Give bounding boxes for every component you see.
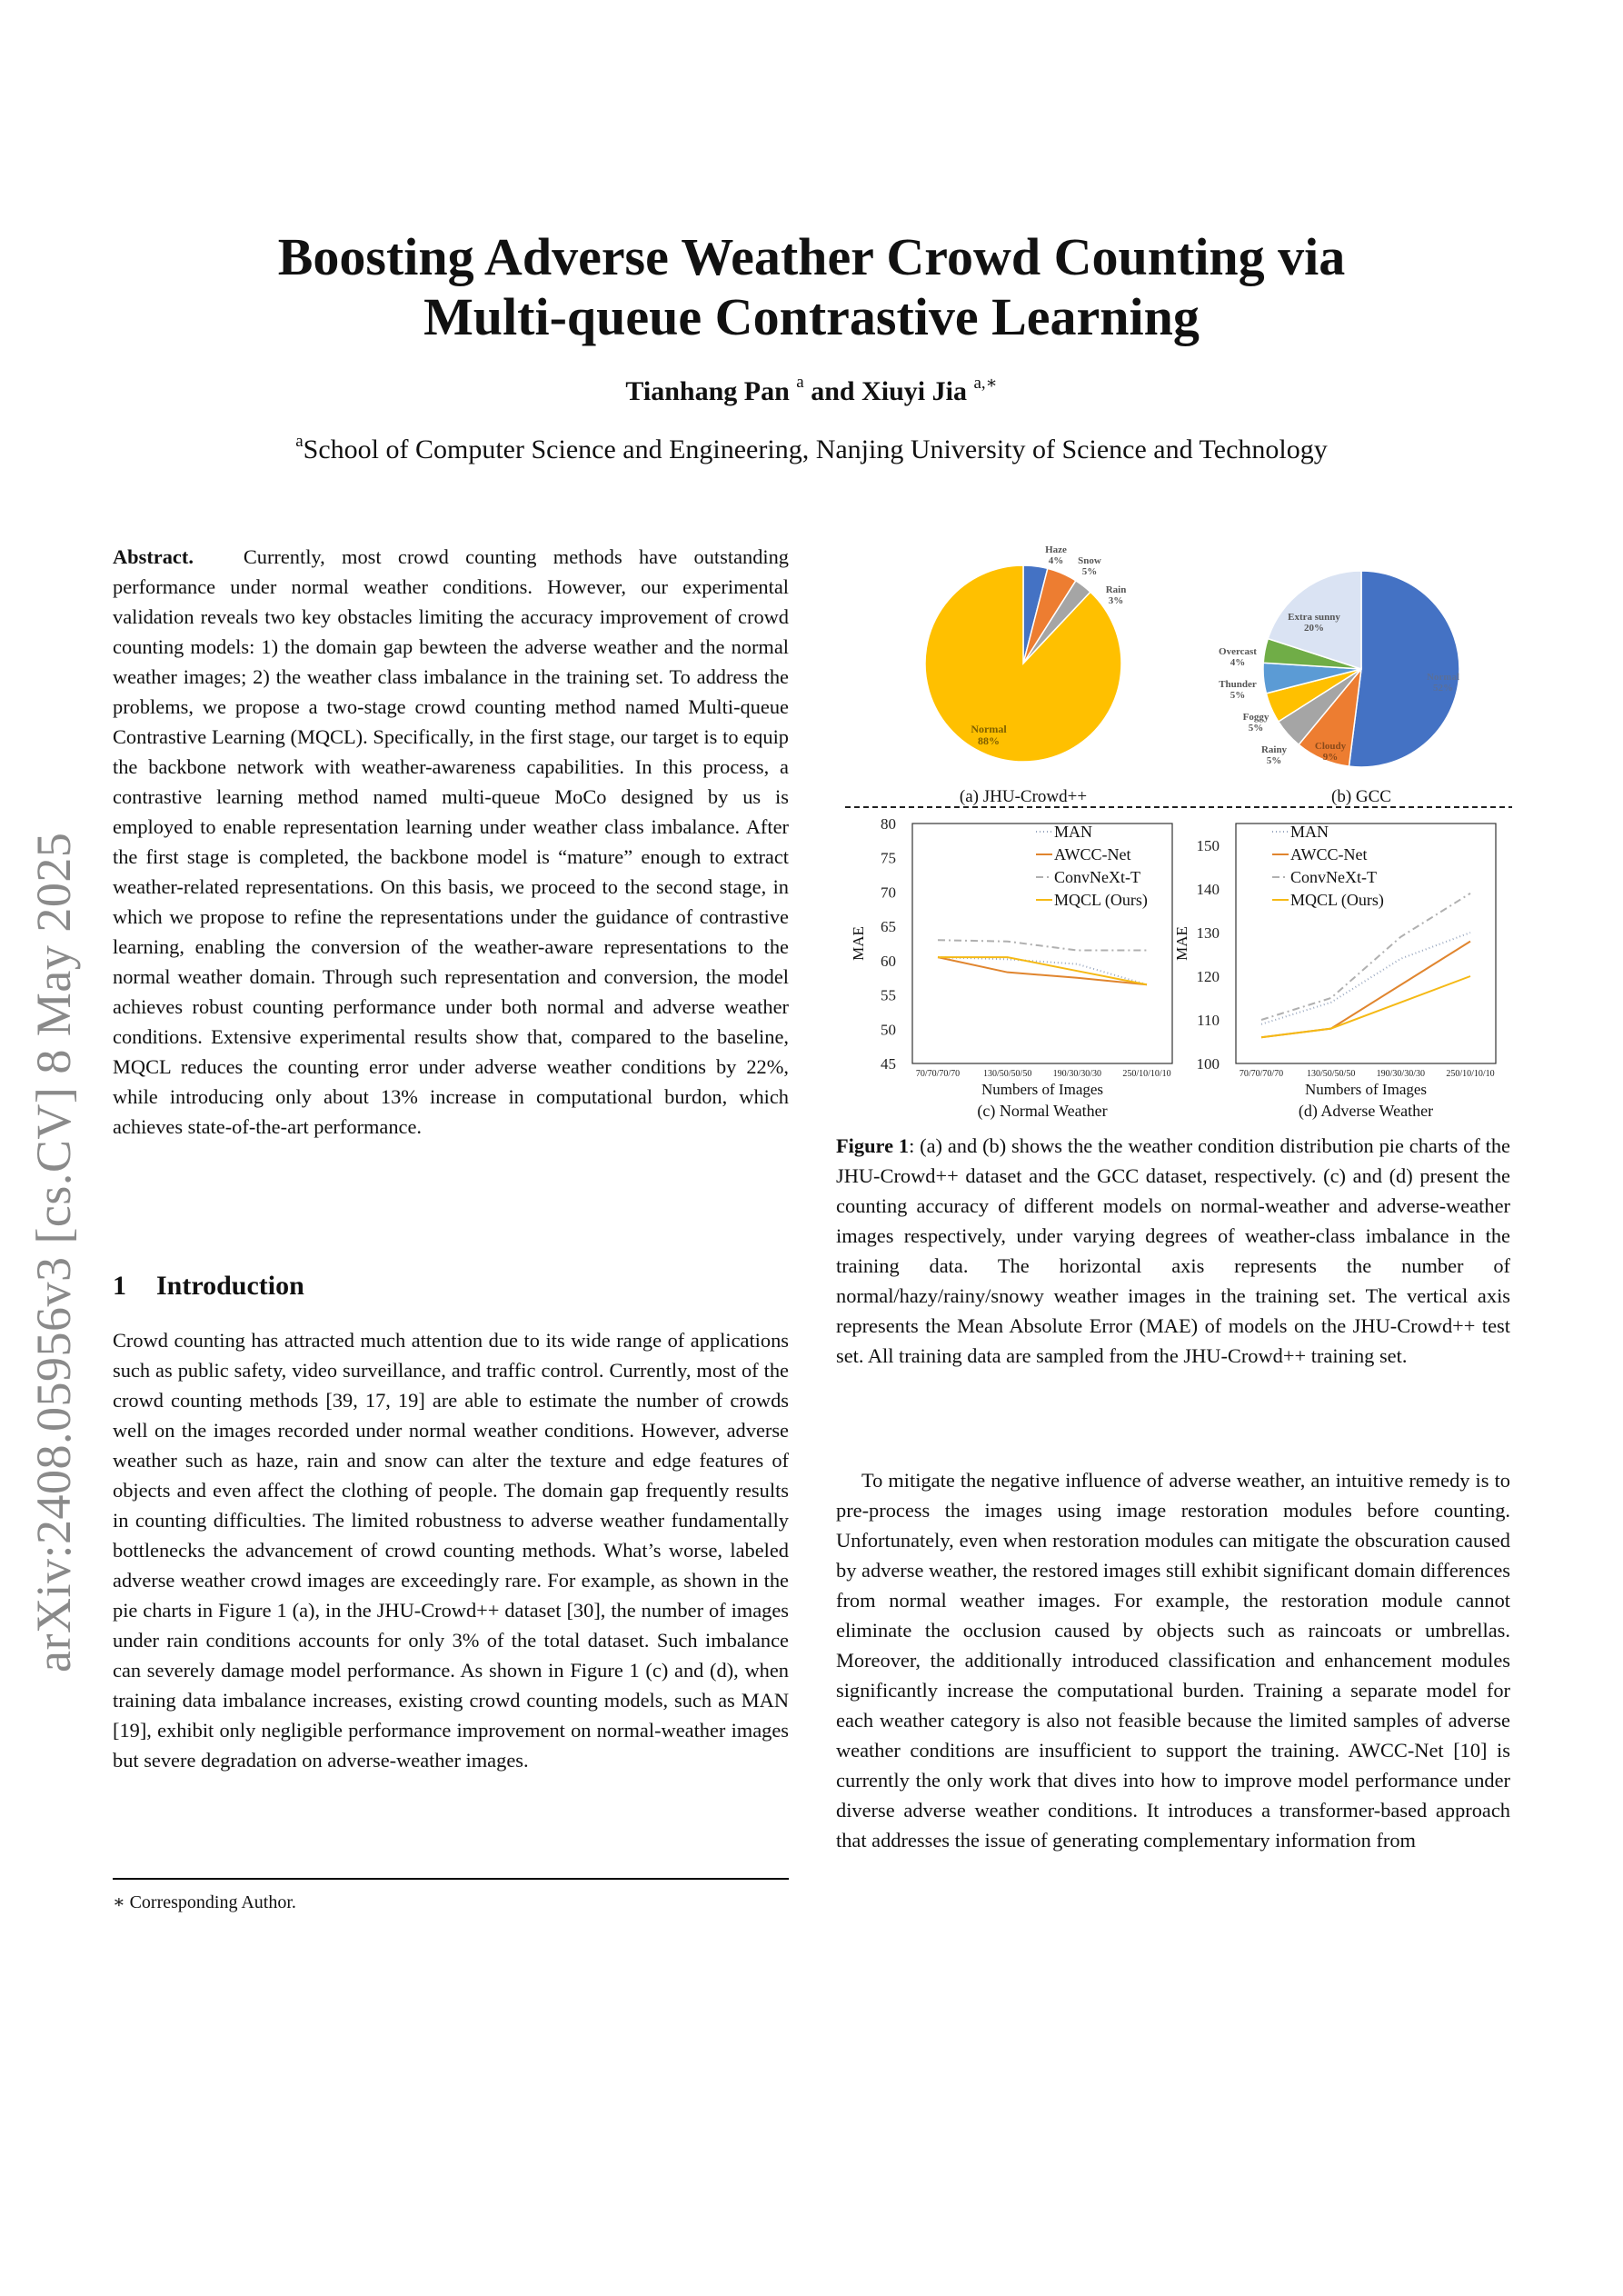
affiliation xyxy=(0,434,1623,465)
legend-entry: MAN xyxy=(1290,823,1329,841)
legend-entry: AWCC-Net xyxy=(1054,845,1131,863)
pie-slice-label: Thunder xyxy=(1219,679,1257,690)
y-tick-label: 55 xyxy=(881,986,896,1004)
pie-slice-value: 3% xyxy=(1108,595,1124,606)
chart-caption: (c) Normal Weather xyxy=(977,1102,1108,1120)
pie-slice-label: Normal xyxy=(1426,672,1460,683)
pie-caption: (a) JHU-Crowd++ xyxy=(959,787,1088,806)
paper-title xyxy=(0,227,1623,347)
section-introduction-heading xyxy=(113,1271,789,1301)
pie-slice-label: Normal xyxy=(971,723,1007,735)
x-axis-label: Numbers of Images xyxy=(981,1081,1104,1098)
abstract xyxy=(113,542,789,1142)
pie-slice-value: 88% xyxy=(978,734,1000,747)
series-line xyxy=(938,957,1147,984)
paragraph-text: To mitigate the negative influence of adverse weather, an intuitive remedy is to pre-process the images using image restoration modules before counting. Unfortunately, even when restoration modules can mitigate the obscuration caused by adverse weather, the restored images still exhibit significant domain differences from normal weather images. For example, the restoration module cannot eliminate the occlusion caused by objects such as raincoats or umbrellas. Moreover, the additionally introduced classification and enhancement modules significantly increase the computational burden. Training a separate model for each weather category is also not feasible because the limited samples of adverse weather conditions are insufficient to support the training. AWCC-Net [10] is currently the only work that dives into how to improve model performance under diverse adverse weather conditions. It introduces a transformer-based approach that addresses the issue of generating complementary information from xyxy=(836,1469,1510,1852)
affiliation-text: School of Computer Science and Engineering, Nanjing University of Science and Technology xyxy=(303,434,1328,464)
paragraph-text: Crowd counting has attracted much attention due to its wide range of applications such as public safety, video surveillance, and traffic control. Currently, most of the crowd counting methods [39, 17, 19] are able to estimate the number of crowds well on the images recorded under normal weather conditions. However, adverse weather such as haze, rain and snow can alter the texture and edge features of objects and even affect the clothing of people. The domain gap frequently results in counting difficulties. The limited robustness to adverse weather fundamentally bottlenecks the advancement of crowd counting methods. What’s worse, labeled adverse weather crowd images are exceedingly rare. For example, as shown in the pie charts in Figure 1 (a), in the JHU-Crowd++ dataset [30], the number of images under rain conditions accounts for only 3% of the total dataset. Such imbalance can severely damage model performance. As shown in Figure 1 (c) and (d), when training data imbalance increases, existing crowd counting models, such as MAN [19], exhibit only negligible performance improvement on normal-weather images but severe degradation on adverse-weather images. xyxy=(113,1329,789,1772)
y-tick-label: 130 xyxy=(1196,924,1220,942)
y-axis-label: MAE xyxy=(1173,926,1190,961)
series-line xyxy=(938,957,1147,984)
x-tick-label: 250/10/10/10 xyxy=(1122,1069,1171,1079)
y-tick-label: 80 xyxy=(881,815,896,833)
pie-slice xyxy=(925,565,1121,762)
legend-entry: MQCL (Ours) xyxy=(1054,891,1148,909)
y-tick-label: 75 xyxy=(881,849,896,867)
section-title: Introduction xyxy=(156,1271,304,1301)
x-tick-label: 190/30/30/30 xyxy=(1052,1069,1102,1079)
footnote-divider xyxy=(113,1878,789,1880)
pie-slice-label: Snow xyxy=(1078,555,1101,566)
pie-slice-label: Overcast xyxy=(1219,646,1257,657)
y-tick-label: 45 xyxy=(881,1055,896,1073)
section-number: 1 xyxy=(113,1271,126,1301)
arxiv-watermark: arXiv:2408.05956v3 [cs.CV] 8 May 2025 xyxy=(26,832,81,1672)
pie-slice-label: Foggy xyxy=(1242,712,1270,723)
author-and: and xyxy=(811,376,855,406)
figure-1-graphic xyxy=(845,542,1512,1123)
x-tick-label: 130/50/50/50 xyxy=(1306,1069,1356,1079)
series-line xyxy=(938,940,1147,950)
pie-slice-value: 5% xyxy=(1230,690,1246,701)
series-line xyxy=(1261,893,1470,1020)
author-name: Tianhang Pan xyxy=(625,376,790,406)
figure-1-caption xyxy=(836,1131,1510,1371)
y-tick-label: 110 xyxy=(1197,1012,1220,1029)
y-tick-label: 60 xyxy=(881,952,896,970)
pie-slice-label: Cloudy xyxy=(1314,741,1347,752)
y-tick-label: 140 xyxy=(1196,881,1220,898)
legend-entry: MAN xyxy=(1054,823,1093,841)
x-tick-label: 190/30/30/30 xyxy=(1376,1069,1426,1079)
pie-slice-value: 5% xyxy=(1266,755,1282,766)
figure-1 xyxy=(845,542,1512,1123)
title-line-1: Boosting Adverse Weather Crowd Counting via xyxy=(277,227,1346,286)
caption-text: : (a) and (b) shows the the weather condition distribution pie charts of the JHU-Crowd++ dataset and the GCC dataset, respectively. (c) and (d) present the counting accuracy of different models on normal-weather and adverse-weather images respectively, under varying degrees of weather-class imbalance in the training data. The horizontal axis represents the number of normal/hazy/rainy/snowy weather images in the training set. The vertical axis represents the Mean Absolute Error (MAE) of models on the JHU-Crowd++ test set. All training data are sampled from the JHU-Crowd++ training set. xyxy=(836,1134,1510,1367)
pie-slice-value: 52% xyxy=(1433,683,1453,694)
y-tick-label: 100 xyxy=(1196,1055,1220,1073)
pie-slice-value: 4% xyxy=(1230,657,1246,668)
x-tick-label: 130/50/50/50 xyxy=(982,1069,1032,1079)
pie-slice-label: Rain xyxy=(1105,584,1127,595)
pie-slice-value: 5% xyxy=(1248,723,1264,734)
pie-slice-value: 4% xyxy=(1048,555,1064,566)
x-tick-label: 70/70/70/70 xyxy=(1239,1069,1284,1079)
author-name: Xiuyi Jia xyxy=(861,376,967,406)
legend-entry: ConvNeXt-T xyxy=(1290,868,1377,886)
pie-slice-value: 9% xyxy=(1322,752,1339,763)
pie-caption: (b) GCC xyxy=(1331,787,1391,806)
pie-slice-label: Haze xyxy=(1045,544,1067,555)
right-column-paragraph xyxy=(836,1465,1510,1855)
series-line xyxy=(1261,942,1470,1038)
author-list xyxy=(0,373,1623,407)
abstract-text: Currently, most crowd counting methods have outstanding performance under normal weather conditions. However, our experimental validation reveals two key obstacles limiting the accuracy improvement of crowd counting models: 1) the domain gap bewteen the adverse weather and the normal weather images; 2) the weather class imbalance in the training set. To address the problems, we propose a two-stage crowd counting method named Multi-queue Contrastive Learning (MQCL). Specifically, in the first stage, our target is to equip the backbone network with weather-awareness capabilities. In this process, a contrastive learning method named multi-queue MoCo designed by us is employed to enable representation learning under weather class imbalance. After the first stage is completed, the backbone model is “mature” enough to extract weather-related representations. On this basis, we proceed to the second stage, in which we propose to refine the representations under the guidance of contrastive learning, enabling the conversion of the weather-aware representations to the normal weather domain. Through such representation and conversion, the model achieves robust counting performance under both normal and adverse weather conditions. Extensive experimental results show that, compared to the baseline, MQCL reduces the counting error under adverse weather conditions by 22%, while introducing only about 13% increase in computational burdon, which achieves state-of-the-art performance. xyxy=(113,545,790,1138)
x-tick-label: 250/10/10/10 xyxy=(1446,1069,1495,1079)
y-axis-label: MAE xyxy=(850,926,867,961)
affiliation-mark: a xyxy=(295,432,304,451)
x-tick-label: 70/70/70/70 xyxy=(915,1069,961,1079)
introduction-paragraph xyxy=(113,1325,789,1775)
x-axis-label: Numbers of Images xyxy=(1304,1081,1428,1098)
plot-frame xyxy=(912,824,1172,1063)
y-tick-label: 65 xyxy=(881,918,896,936)
y-tick-label: 50 xyxy=(881,1021,896,1039)
y-tick-label: 120 xyxy=(1196,968,1220,985)
chart-caption: (d) Adverse Weather xyxy=(1298,1102,1434,1120)
legend-entry: ConvNeXt-T xyxy=(1054,868,1140,886)
author-affil-mark: a xyxy=(796,373,804,392)
pie-slice-label: Rainy xyxy=(1260,744,1288,755)
author-affil-mark: a,∗ xyxy=(973,374,998,393)
title-line-2: Multi-queue Contrastive Learning xyxy=(423,287,1200,346)
pie-slice-label: Extra sunny xyxy=(1288,612,1340,623)
y-tick-label: 70 xyxy=(881,883,896,902)
legend-entry: MQCL (Ours) xyxy=(1290,891,1384,909)
abstract-label: Abstract. xyxy=(113,545,194,568)
y-tick-label: 150 xyxy=(1196,837,1220,854)
legend-entry: AWCC-Net xyxy=(1290,845,1368,863)
pie-slice-value: 5% xyxy=(1081,566,1098,577)
footnote: ∗ Corresponding Author. xyxy=(113,1892,296,1912)
pie-slice xyxy=(1349,571,1459,767)
pie-slice-value: 20% xyxy=(1304,623,1324,634)
caption-label: Figure 1 xyxy=(836,1134,910,1157)
series-line xyxy=(938,957,1147,984)
